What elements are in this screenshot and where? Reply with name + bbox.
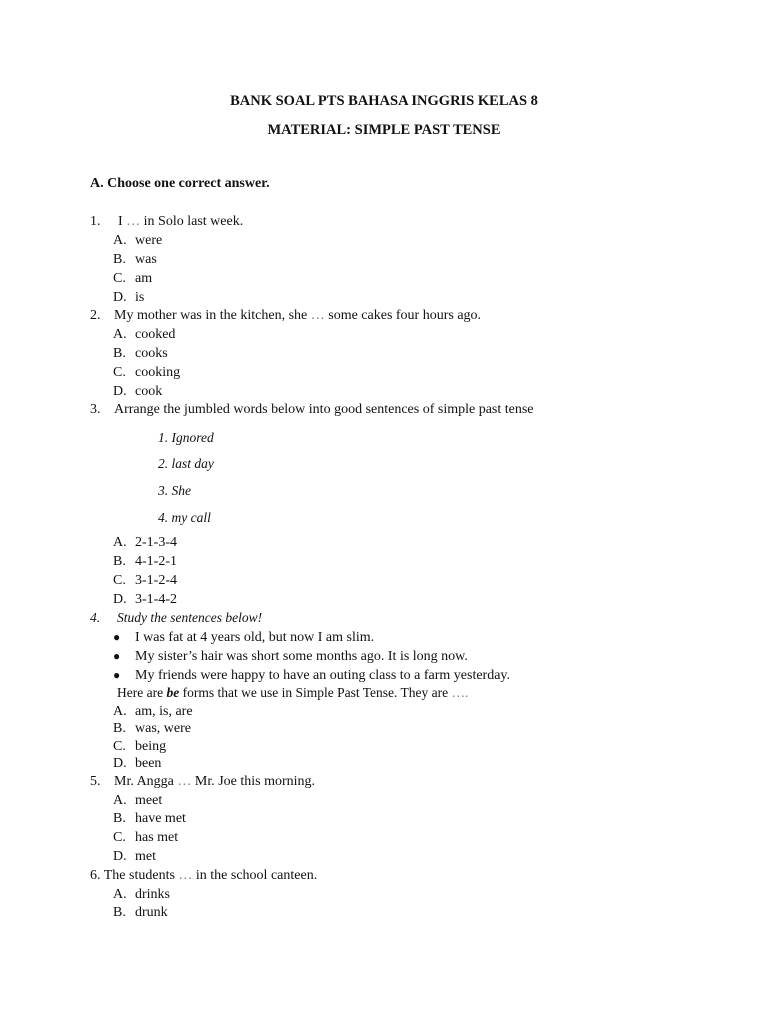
jumbled-word-1: 1. Ignored [158, 430, 214, 445]
question-number: 3. [90, 402, 101, 417]
bullet-icon: ● [113, 668, 121, 682]
option-5d: D. met [113, 849, 156, 864]
question-3: 3. Arrange the jumbled words below into good sentences of simple past tense [90, 402, 534, 417]
question-number: 4. [90, 610, 101, 625]
option-1c: C. am [113, 271, 153, 286]
option-3c: C. 3-1-2-4 [113, 573, 177, 588]
option-5c: C. has met [113, 830, 179, 845]
option-1a: A. were [113, 233, 163, 248]
jumbled-word-2: 2. last day [158, 456, 214, 471]
question-number: 2. [90, 308, 101, 323]
question-4: 4. Study the sentences below! [90, 610, 263, 625]
option-5b: B. have met [113, 811, 186, 826]
option-2d: D. cook [113, 384, 163, 399]
jumbled-word-3: 3. She [158, 483, 191, 498]
jumbled-word-4: 4. my call [158, 510, 211, 525]
question-1: 1. I … in Solo last week. [90, 214, 244, 229]
question-number: 5. [90, 774, 101, 789]
question-2: 2. My mother was in the kitchen, she … some cakes four hours ago. [90, 308, 482, 323]
bullet-item-3: ● My friends were happy to have an outing class to a farm yesterday. [113, 668, 511, 683]
option-4b: B. was, were [113, 721, 191, 736]
document-title: BANK SOAL PTS BAHASA INGGRIS KELAS 8 [230, 93, 538, 109]
section-a-instruction: A. Choose one correct answer. [90, 176, 270, 191]
option-4a: A. am, is, are [113, 704, 193, 719]
question-5: 5. Mr. Angga … Mr. Joe this morning. [90, 774, 316, 789]
option-3b: B. 4-1-2-1 [113, 554, 177, 569]
question-number: 6. [90, 868, 101, 883]
option-6b: B. drunk [113, 905, 168, 920]
question-6: 6. The students … in the school canteen. [90, 868, 318, 883]
option-3a: A. 2-1-3-4 [113, 535, 177, 550]
question-number: 1. [90, 214, 101, 229]
option-1d: D. is [113, 290, 145, 305]
option-5a: A. meet [113, 793, 163, 808]
bullet-item-2: ● My sister’s hair was short some months ago. It is long now. [113, 649, 468, 664]
question-4-prompt: Here are be forms that we use in Simple Past Tense. They are …. [117, 685, 469, 700]
option-6a: A. drinks [113, 887, 170, 902]
option-2a: A. cooked [113, 327, 176, 342]
option-1b: B. was [113, 252, 157, 267]
option-3d: D. 3-1-4-2 [113, 592, 177, 607]
bullet-icon: ● [113, 630, 121, 644]
option-2b: B. cooks [113, 346, 168, 361]
option-4d: D. been [113, 756, 162, 771]
option-2c: C. cooking [113, 365, 181, 380]
material-heading: MATERIAL: SIMPLE PAST TENSE [267, 122, 501, 138]
bullet-item-1: ● I was fat at 4 years old, but now I am slim. [113, 630, 375, 645]
option-4c: C. being [113, 739, 167, 754]
bullet-icon: ● [113, 649, 121, 663]
